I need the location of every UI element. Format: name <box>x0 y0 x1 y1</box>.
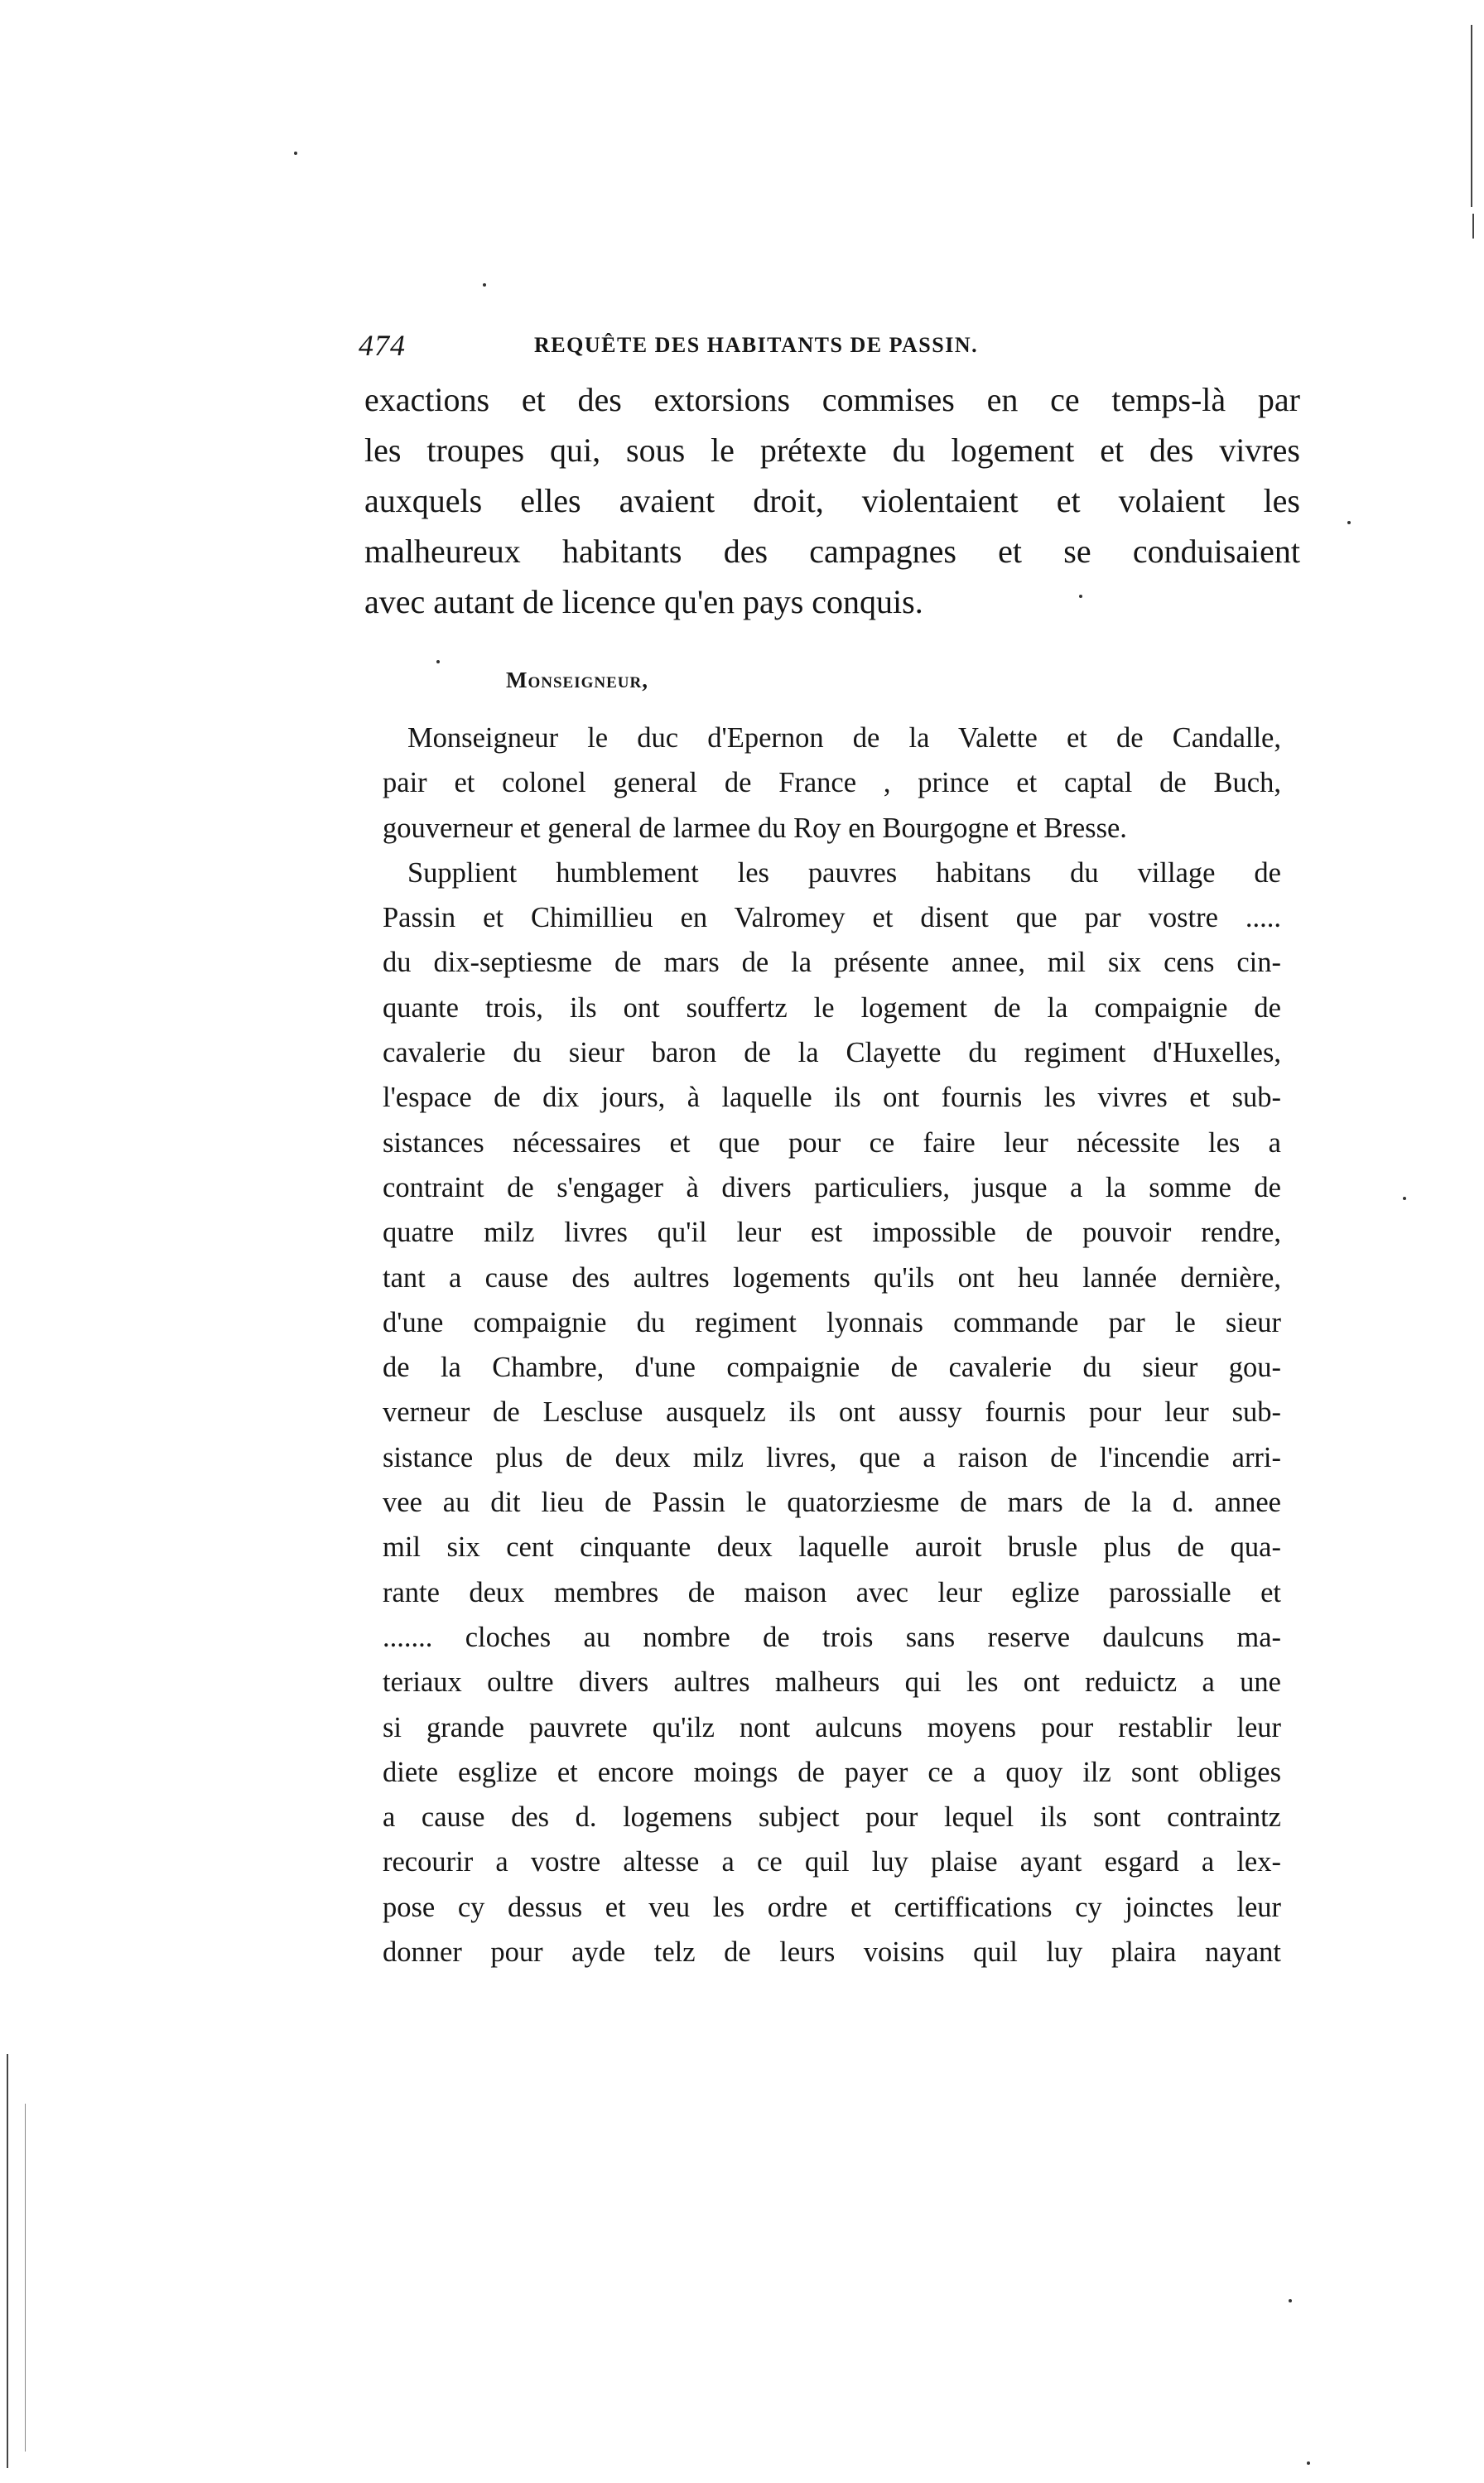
text-line: du dix-septiesme de mars de la présente annee, mil six cens cin- <box>383 947 1281 979</box>
text-line: verneur de Lescluse ausquelz ils ont aussy fournis pour leur sub- <box>383 1396 1281 1429</box>
text-line: tant a cause des aultres logements qu'ils ont heu lannée dernière, <box>383 1261 1281 1294</box>
intro-paragraph <box>364 374 1300 627</box>
scan-edge-mark <box>1471 25 1472 207</box>
scan-edge-mark <box>25 2104 26 2452</box>
text-line: quatre milz livres qu'il leur est impossible de pouvoir rendre, <box>383 1217 1281 1249</box>
text-line: avec autant de licence qu'en pays conquis. <box>364 583 923 620</box>
scan-speck <box>1289 2299 1292 2302</box>
text-line: recourir a vostre altesse a ce quil luy plaise ayant esgard a lex- <box>383 1846 1281 1878</box>
text-line: l'espace de dix jours, à laquelle ils ont fournis les vivres et sub- <box>383 1082 1281 1114</box>
text-line: pose cy dessus et veu les ordre et certiffications cy joinctes leur <box>383 1891 1281 1923</box>
text-line: vee au dit lieu de Passin le quatorziesme de mars de la d. annee <box>383 1487 1281 1519</box>
quoted-petition <box>383 716 1281 1974</box>
text-line: contraint de s'engager à divers particuliers, jusque a la somme de <box>383 1171 1281 1203</box>
scan-speck <box>436 660 440 663</box>
text-line: teriaux oultre divers aultres malheurs qui les ont reduictz a une <box>383 1666 1281 1699</box>
text-line: sistances nécessaires et que pour ce faire leur nécessite les a <box>383 1126 1281 1159</box>
running-header <box>359 328 1270 364</box>
scan-speck <box>1347 521 1351 524</box>
scan-speck <box>294 152 297 155</box>
text-line: si grande pauvrete qu'ilz nont aulcuns moyens pour restablir leur <box>383 1711 1281 1743</box>
scan-edge-mark <box>7 2054 8 2468</box>
text-line: Monseigneur le duc d'Epernon de la Valette et de Candalle, <box>407 722 1281 754</box>
text-line: diete esglize et encore moings de payer ce a quoy ilz sont obliges <box>383 1756 1281 1788</box>
text-line: malheureux habitants des campagnes et se conduisaient <box>364 533 1300 570</box>
page-number: 474 <box>359 329 406 362</box>
text-line: Supplient humblement les pauvres habitans du village de <box>407 856 1281 889</box>
running-title: REQUÊTE DES HABITANTS DE PASSIN. <box>534 333 979 357</box>
text-line: mil six cent cinquante deux laquelle auroit brusle plus de qua- <box>383 1531 1281 1564</box>
scan-edge-mark <box>1472 214 1474 239</box>
text-line: quante trois, ils ont souffertz le logement de la compaignie de <box>383 991 1281 1024</box>
scan-speck <box>1079 595 1082 598</box>
scan-speck <box>1403 1197 1406 1200</box>
text-line: de la Chambre, d'une compaignie de cavalerie du sieur gou- <box>383 1352 1281 1384</box>
text-line: Passin et Chimillieu en Valromey et disent que par vostre ..... <box>383 902 1281 934</box>
text-line: rante deux membres de maison avec leur eglize parossialle et <box>383 1576 1281 1608</box>
text-line: donner pour ayde telz de leurs voisins quil luy plaira nayant <box>383 1936 1281 1969</box>
salutation-heading: Monseigneur, <box>506 668 648 692</box>
text-line: ....... cloches au nombre de trois sans reserve daulcuns ma- <box>383 1621 1281 1653</box>
text-line: cavalerie du sieur baron de la Clayette du regiment d'Huxelles, <box>383 1037 1281 1069</box>
text-line: gouverneur et general de larmee du Roy en Bourgogne et Bresse. <box>383 812 1127 844</box>
text-line: pair et colonel general de France , prince et captal de Buch, <box>383 767 1281 799</box>
text-line: d'une compaignie du regiment lyonnais commande par le sieur <box>383 1306 1281 1338</box>
text-line: auxquels elles avaient droit, violentaient et volaient les <box>364 482 1300 519</box>
text-line: sistance plus de deux milz livres, que a raison de l'incendie arri- <box>383 1441 1281 1473</box>
text-line: a cause des d. logemens subject pour lequel ils sont contraintz <box>383 1801 1281 1834</box>
text-line: exactions et des extorsions commises en ce temps-là par <box>364 381 1300 418</box>
scan-speck <box>1307 2461 1310 2465</box>
text-line: les troupes qui, sous le prétexte du logement et des vivres <box>364 432 1300 469</box>
scan-speck <box>483 283 486 287</box>
